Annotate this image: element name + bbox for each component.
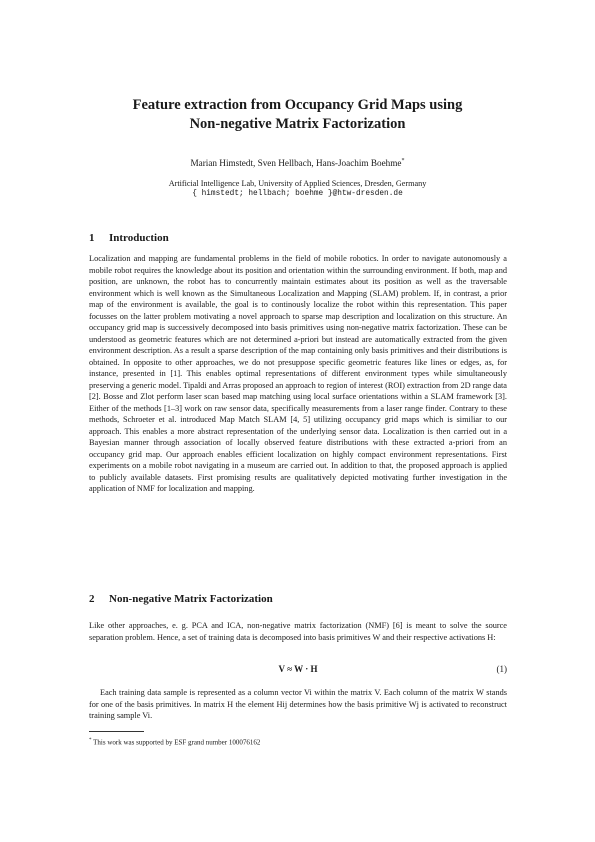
paper-title — [60, 96, 535, 134]
section-number: 2 — [89, 593, 95, 605]
affiliation: Artificial Intelligence Lab, University of Applied Sciences, Dresden, Germany — [168, 179, 427, 188]
title-line-1: Feature extraction from Occupancy Grid Maps using — [132, 97, 463, 113]
footnote — [89, 736, 260, 747]
equation-expression: V ≈ W · H — [278, 664, 318, 674]
footnote-text: This work was supported by ESF grand number 100076162 — [93, 738, 261, 747]
author-list — [60, 155, 535, 169]
section-heading-nmf — [89, 592, 273, 606]
section-number: 1 — [89, 232, 95, 244]
title-line-2: Non-negative Matrix Factorization — [189, 116, 406, 132]
footnote-mark: * — [89, 738, 92, 743]
equation-1 — [89, 664, 507, 676]
nmf-paragraph-1: Like other approaches, e. g. PCA and ICA, non-negative matrix factorization (NMF) [6] is meant to solve the source separation problem. Hence, a set of training data is decomposed into basis primitives W and their respective activations H: — [89, 621, 507, 642]
introduction-paragraph: Localization and mapping are fundamental problems in the field of mobile robotics. In order to navigate autonomously a mobile robot requires the knowledge about its position and orientation within the surrounding environment. If both, map and position, are unknown, the robot has to concurrently maintain estimates about its position as well as the traversable environment which is well known as the Simultaneous Localization and Mapping (SLAM) problem. If, in contrast, a prior map of the environment is available, the goal is to continously localize the robot within this representation. This paper focusses on the latter problem motivating a novel approach to sparse map description and localization on this structure. An occupancy grid map is successively decomposed into basis primitives using non-negative matrix factorization. These can be understood as geometric features which are not determined a-priori but instead are automatically extracted from the given environment description. As a result a sparse description of the map containing only basis primitives and their distributions is obtained. In opposite to other approaches, we do not presuppose specific geometric features like lines or edges, as, for instance, presented in [1]. This enables optimal representations of different environment types while simultaneously preserving a generic model. Tipaldi and Arras proposed an approach to region of interest (ROI) extraction from 2D range data [2]. Bosse and Zlot perform laser scan based map matching using local surface orientations within a SLAM framework [3]. Either of the methods [1–3] work on raw sensor data, specifically measurements from a laser range finder. Contrary to these methods, Schroeter et al. introduced Map Match SLAM [4, 5] utilizing occupancy grid maps which is similiar to our approach. This enables a more abstract representation of the underlying sensor data. Localization is then carried out in a Bayesian manner through association of locally observed feature distributions with these extracted a-priori from an occupancy grid map. Our approach enables efficient localization on highly compact environment representations. First experiments on a mobile robot navigating in a museum are carried out. In addition to that, the proposed approach is applied to publicly available datasets. First promising results are qualitatively depicted motivating further investigation in the application of NMF for localization and mapping. — [89, 254, 507, 493]
nmf-paragraph-2: Each training data sample is represented as a column vector Vi within the matrix V. Each column of the matrix W stands for one of the basis primitives. In matrix H the element Hij determines how the basis primitive Wj is activated to reconstruct training sample Vi. — [89, 688, 507, 720]
section-title: Non-negative Matrix Factorization — [109, 593, 273, 605]
author-emails: { himstedt; hellbach; boehme }@htw-dresden.de — [192, 190, 403, 198]
section-title: Introduction — [109, 232, 169, 244]
equation-number: (1) — [496, 664, 507, 674]
footnote-rule — [89, 731, 144, 732]
author-names: Marian Himstedt, Sven Hellbach, Hans-Joachim Boehme — [190, 158, 402, 169]
section-heading-introduction — [89, 231, 169, 245]
author-footnote-mark: * — [401, 158, 405, 164]
